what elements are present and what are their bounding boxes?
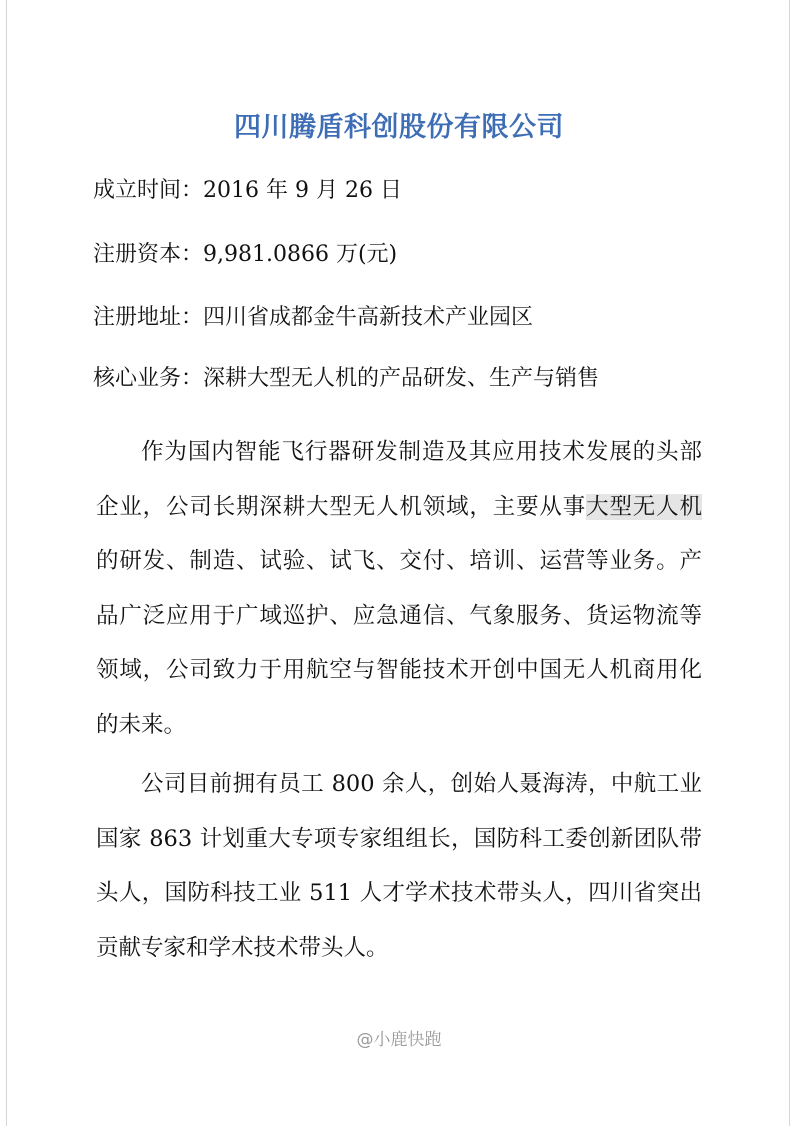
document-title: 四川腾盾科创股份有限公司 [234, 112, 564, 143]
paragraph-text: 作为国内智能飞行器研发制造及其应用技术发展的头部企业，公司长期深耕大型无人机领域，主要从事 [96, 439, 702, 520]
info-line-founded [93, 176, 733, 206]
info-label: 注册资本： [93, 242, 204, 267]
info-line-address [93, 303, 733, 333]
paragraph-staff-founder: 公司目前拥有员工 800 余人，创始人聂海涛，中航工业国家 863 计划重大专项专家组组长，国防科工委创新团队带头人，国防科技工业 511 人才学术技术带头人，四川省突出贡献专家和学术技术带头人。 [96, 771, 702, 961]
paragraph-text: 的研发、制造、试验、试飞、交付、培训、运营等业务。产品广泛应用于广域巡护、应急通信、气象服务、货运物流等领域，公司致力于用航空与智能技术开创中国无人机商用化的未来。 [96, 548, 702, 738]
info-line-capital [93, 240, 733, 270]
info-line-business [93, 364, 733, 394]
info-value: 9,981.0866 万(元) [203, 242, 398, 267]
info-value: 深耕大型无人机的产品研发、生产与销售 [203, 366, 600, 391]
highlighted-text: 大型无人机 [586, 493, 702, 520]
info-label: 成立时间： [93, 178, 204, 203]
info-value: 2016 年 9 月 26 日 [203, 178, 402, 203]
info-label: 注册地址： [93, 305, 204, 330]
info-label: 核心业务： [93, 366, 204, 391]
watermark: @小鹿快跑 [356, 1030, 442, 1050]
info-value: 四川省成都金牛高新技术产业园区 [203, 305, 534, 330]
paragraph-company-overview [96, 425, 702, 753]
